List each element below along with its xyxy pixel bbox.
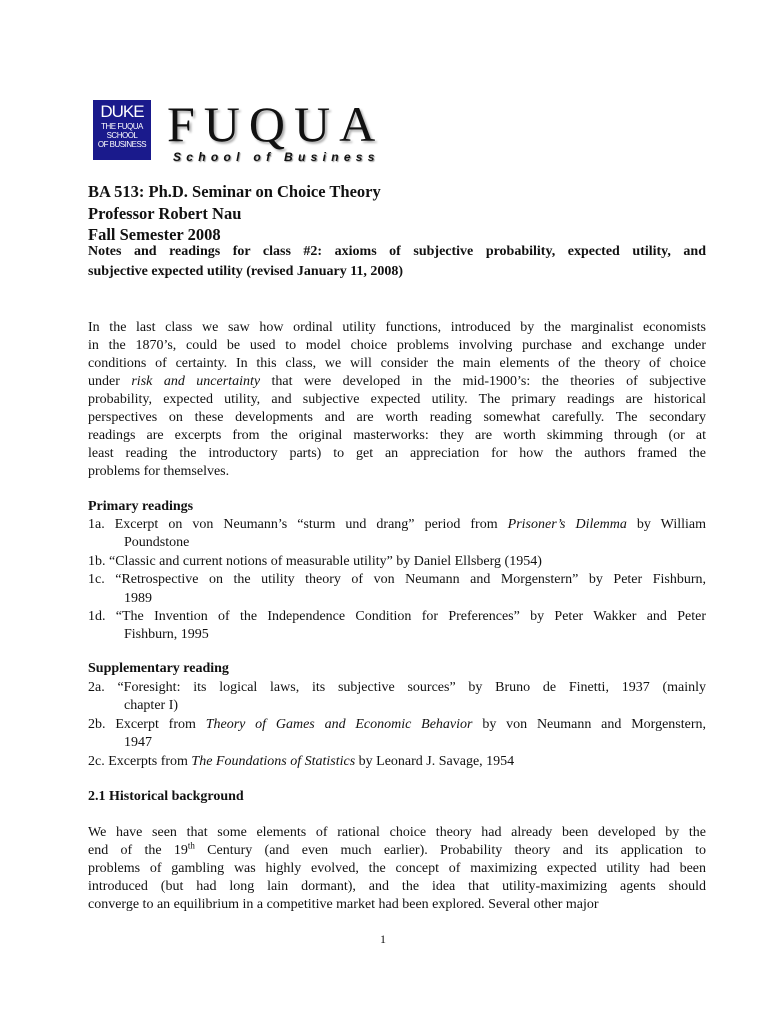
text-line: [88, 608, 706, 626]
primary-readings-heading: Primary readings: [88, 499, 194, 514]
text-segment: 2a. “Foresight: its logical laws, its subjective sources” by Bruno de Finetti, 1937 (mainly: [88, 680, 706, 695]
text-segment: under: [88, 374, 132, 389]
text-line: [88, 262, 706, 282]
text-segment: Poundstone: [124, 535, 190, 551]
text-segment: 2c. Excerpts from: [88, 753, 192, 769]
text-segment: probability, expected utility, and subjective expected utility. The primary readings are historical: [88, 392, 706, 407]
text-line: [88, 679, 706, 697]
text-segment: by William: [626, 517, 706, 532]
section-heading: 2.1 Historical background: [88, 789, 244, 804]
text-segment: th: [187, 840, 195, 851]
text-segment: We have seen that some elements of rational choice theory had already been developed by the: [88, 825, 706, 840]
text-line: [88, 409, 706, 427]
professor-name: Professor Robert Nau: [88, 203, 242, 223]
text-line: [88, 337, 706, 355]
text-segment: 1b. “Classic and current notions of measurable utility” by Daniel Ellsberg (1954): [88, 553, 542, 569]
text-line: [88, 391, 706, 409]
text-segment: 2b. Excerpt from: [88, 716, 206, 732]
page-number: 1: [380, 932, 386, 946]
reading-item: [88, 553, 706, 571]
text-line: [88, 626, 706, 644]
text-segment: problems of gambling was highly evolved, the concept of maximizing expected utility had been: [88, 861, 706, 876]
text-line: [88, 878, 706, 896]
text-line: [88, 553, 706, 571]
text-segment: 1a. Excerpt on von Neumann’s “sturm und drang” period from: [88, 517, 508, 532]
course-title: BA 513: Ph.D. Seminar on Choice Theory: [88, 182, 381, 201]
text-line: [88, 242, 706, 262]
logo-duke-sub: THE FUQUA: [101, 122, 143, 131]
logo-duke-sub: OF BUSINESS: [97, 140, 147, 149]
text-line: [88, 355, 706, 373]
reading-item: [88, 716, 706, 753]
italic-title: Theory of Games and Economic Behavior: [205, 716, 473, 732]
supplementary-reading-heading: Supplementary reading: [88, 661, 229, 676]
text-segment: by Leonard J. Savage, 1954: [355, 753, 515, 769]
text-line: [88, 824, 706, 842]
text-segment: 1d. “The Invention of the Independence Condition for Preferences” by Peter Wakker and Peter: [88, 609, 706, 625]
text-segment: Century (and even much earlier). Probability theory and its application to: [194, 843, 707, 858]
text-segment: 1989: [124, 590, 152, 606]
reading-item: [88, 753, 706, 771]
text-line: [88, 860, 706, 878]
text-segment: in the 1870’s, could be used to model choice problems involving purchase and exchange under: [88, 338, 706, 353]
text-line: [88, 373, 706, 391]
supplementary-reading-list: [88, 679, 706, 771]
reading-item: [88, 571, 706, 608]
text-line: [88, 445, 706, 463]
text-line: [88, 753, 706, 771]
text-line: [88, 463, 706, 481]
text-line: [88, 734, 706, 752]
text-line: [88, 590, 706, 608]
notes-heading: [88, 242, 706, 282]
logo-fuqua-text: FUQUA: [167, 96, 385, 152]
text-line: [88, 571, 706, 589]
intro-paragraph: [88, 319, 706, 481]
logo-duke-text: DUKE: [100, 102, 144, 121]
logo-school-text: School of Business: [173, 150, 380, 164]
text-segment: converge to an equilibrium in a competitive market had been explored. Several other major: [88, 897, 599, 912]
reading-item: [88, 679, 706, 716]
text-segment: subjective expected utility (revised January 11, 2008): [88, 264, 404, 279]
fuqua-logo: [93, 96, 393, 168]
text-segment: perspectives on these developments and are worth reading somewhat carefully. The secondary: [88, 410, 706, 425]
reading-item: [88, 516, 706, 553]
text-segment: end of the 19: [88, 843, 188, 858]
italic-title: The Foundations of Statistics: [191, 753, 356, 769]
text-segment: In the last class we saw how ordinal utility functions, introduced by the marginalist economists: [88, 320, 706, 335]
text-segment: Notes and readings for class #2: axioms of subjective probability, expected utility, and: [88, 244, 706, 259]
text-line: [88, 896, 706, 914]
background-paragraph: [88, 824, 706, 914]
semester: Fall Semester 2008: [88, 225, 221, 244]
text-segment: 1947: [124, 735, 152, 751]
text-line: [88, 319, 706, 337]
course-header: [88, 181, 706, 246]
italic-title: Prisoner’s Dilemma: [507, 517, 627, 532]
text-line: [88, 697, 706, 715]
text-segment: chapter I): [124, 698, 179, 714]
text-line: [88, 534, 706, 552]
text-segment: conditions of certainty. In this class, we will consider the main elements of the theory of choice: [88, 356, 706, 371]
primary-readings-list: [88, 516, 706, 645]
text-line: [88, 427, 706, 445]
text-segment: problems for themselves.: [88, 464, 230, 479]
text-segment: readings are excerpts from the original masterworks: they are worth skimming through (or at: [88, 428, 706, 443]
text-segment: 1c. “Retrospective on the utility theory of von Neumann and Morgenstern” by Peter Fishburn,: [88, 572, 706, 588]
duke-logo-badge: [93, 100, 151, 160]
text-segment: least reading the introductory parts) to get an appreciation for how the authors framed the: [88, 446, 706, 461]
logo-duke-sub: SCHOOL: [106, 131, 138, 140]
italic-title: risk and uncertainty: [131, 374, 261, 389]
text-line: [88, 716, 706, 734]
text-segment: by von Neumann and Morgenstern,: [472, 716, 706, 732]
text-segment: Fishburn, 1995: [124, 627, 209, 643]
reading-item: [88, 608, 706, 645]
text-segment: introduced (but had long lain dormant), and the idea that utility-maximizing agents should: [88, 879, 706, 894]
text-line: [88, 516, 706, 534]
text-segment: that were developed in the mid-1900’s: the theories of subjective: [260, 374, 706, 389]
text-line: [88, 842, 706, 860]
